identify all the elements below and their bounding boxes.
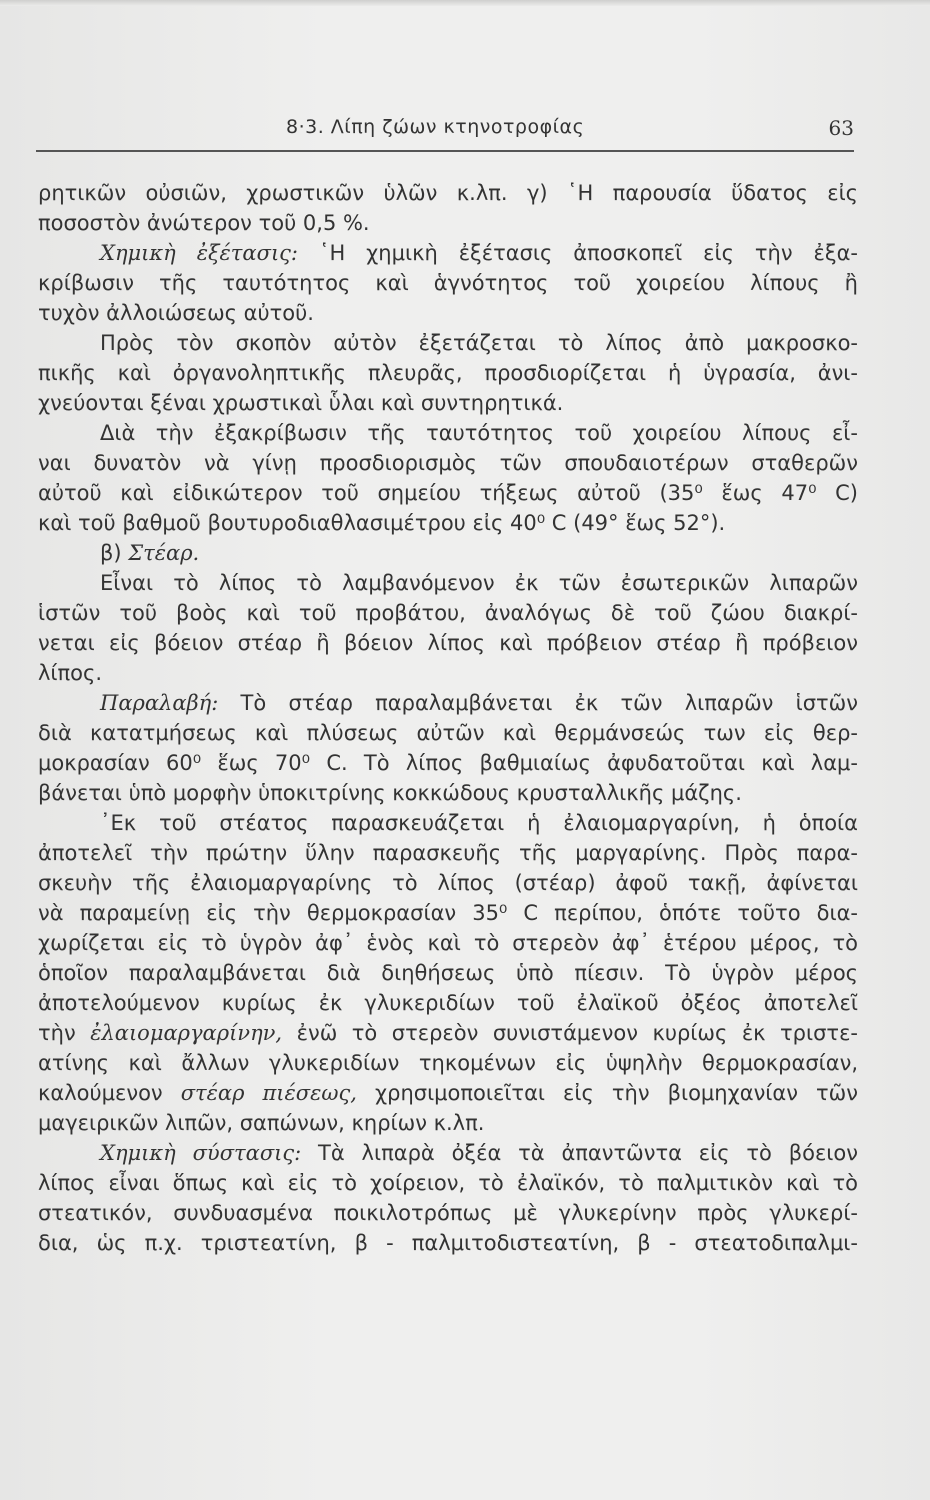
body-text [38,178,858,1258]
text-run: χωρίζεται εἰς τὸ ὑγρὸν ἀφ᾽ ἑνὸς καὶ τὸ στερεὸν ἀφ᾽ ἑτέρου μέρος, τὸ [38,931,858,955]
text-line [38,298,858,328]
text-run: Τὸ στέαρ παραλαμβάνεται ἐκ τῶν λιπαρῶν ἱστῶν [218,691,858,715]
text-line [38,598,858,628]
text-run: βάνεται ὑπὸ μορφὴν ὑποκιτρίνης κοκκώδους κρυσταλλικῆς μάζης. [38,781,742,805]
text-line [38,268,858,298]
text-line [38,238,858,268]
text-run: Πρὸς τὸν σκοπὸν αὐτὸν ἐξετάζεται τὸ λίπος ἀπὸ μακροσκο- [100,331,858,355]
running-header [36,116,854,150]
text-line [38,418,858,448]
text-line [38,958,858,988]
text-run: ὁποῖον παραλαμβάνεται διὰ διηθήσεως ὑπὸ πίεσιν. Τὸ ὑγρὸν μέρος [38,961,858,985]
italic-term: ἐλαιομαργαρίνην, [90,1021,283,1045]
italic-term: Στέαρ. [128,541,200,565]
text-run: καὶ τοῦ βαθμοῦ βουτυροδιαθλασιμέτρου εἰς 40⁰ C (49° ἕως 52°). [38,511,726,535]
text-line [38,1228,858,1258]
text-run: λίπος εἶναι ὅπως καὶ εἰς τὸ χοίρειον, τὸ ἐλαϊκόν, τὸ παλμιτικὸν καὶ τὸ [38,1171,858,1195]
text-run: διὰ κατατμήσεως καὶ πλύσεως αὐτῶν καὶ θερμάνσεώς των εἰς θερ- [38,721,858,745]
text-run: Διὰ τὴν ἐξακρίβωσιν τῆς ταυτότητος τοῦ χοιρείου λίπους εἶ- [100,421,858,445]
text-run: πικῆς καὶ ὀργανοληπτικῆς πλευρᾶς, προσδιορίζεται ἡ ὑγρασία, ἀνι- [38,361,858,385]
running-title: 8·3. Λίπη ζώων κτηνοτροφίας [286,116,585,138]
text-run: χνεύονται ξέναι χρωστικαὶ ὗλαι καὶ συντηρητικά. [38,391,564,415]
text-run: ῾Η χημικὴ ἐξέτασις ἀποσκοπεῖ εἰς τὴν ἐξα- [298,241,858,265]
text-line [38,388,858,418]
text-run: μαγειρικῶν λιπῶν, σαπώνων, κηρίων κ.λπ. [38,1111,485,1135]
text-line [38,508,858,538]
text-line [38,838,858,868]
text-line [38,658,858,688]
text-line [38,1048,858,1078]
text-run: αὐτοῦ καὶ εἰδικώτερον τοῦ σημείου τήξεως αὐτοῦ (35⁰ ἕως 47⁰ C) [38,481,858,505]
text-run: κρίβωσιν τῆς ταυτότητος καὶ ἁγνότητος τοῦ χοιρείου λίπους ἢ [38,271,858,295]
text-line [38,1168,858,1198]
text-line [38,778,858,808]
text-line [38,1198,858,1228]
text-line [38,448,858,478]
text-line [38,688,858,718]
header-rule [36,150,854,152]
text-run: καλούμενον [38,1081,181,1105]
text-run: ατίνης καὶ ἄλλων γλυκεριδίων τηκομένων εἰς ὑψηλὴν θερμοκρασίαν, [38,1051,858,1075]
text-run: σκευὴν τῆς ἐλαιομαργαρίνης τὸ λίπος (στέαρ) ἀφοῦ τακῇ, ἀφίνεται [38,871,858,895]
text-line [38,328,858,358]
text-run: στεατικόν, συνδυασμένα ποικιλοτρόπως μὲ γλυκερίνην πρὸς γλυκερί- [38,1201,858,1225]
text-line [38,808,858,838]
text-line [38,568,858,598]
text-line [38,898,858,928]
text-line [38,178,858,208]
text-run: νεται εἰς βόειον στέαρ ἢ βόειον λίπος καὶ πρόβειον στέαρ ἢ πρόβειον [38,631,858,655]
text-line [38,538,858,568]
text-line [38,868,858,898]
text-run: νὰ παραμείνῃ εἰς τὴν θερμοκρασίαν 35⁰ C περίπου, ὁπότε τοῦτο δια- [38,901,858,925]
text-run: ἀποτελεῖ τὴν πρώτην ὕλην παρασκευῆς τῆς μαργαρίνης. Πρὸς παρα- [38,841,858,865]
italic-term: στέαρ πιέσεως, [180,1081,357,1105]
italic-term: Χημικὴ ἐξέτασις: [100,241,299,265]
text-run: ναι δυνατὸν νὰ γίνῃ προσδιορισμὸς τῶν σπουδαιοτέρων σταθερῶν [38,451,858,475]
text-line [38,358,858,388]
text-run: Τὰ λιπαρὰ ὀξέα τὰ ἀπαντῶντα εἰς τὸ βόειον [301,1141,858,1165]
text-line [38,988,858,1018]
text-line [38,1108,858,1138]
text-run: χρησιμοποιεῖται εἰς τὴν βιομηχανίαν τῶν [356,1081,858,1105]
text-run: ᾽Εκ τοῦ στέατος παρασκευάζεται ἡ ἐλαιομαργαρίνη, ἡ ὁποία [100,811,858,835]
text-line [38,628,858,658]
text-run: ἀποτελούμενον κυρίως ἐκ γλυκεριδίων τοῦ ἐλαϊκοῦ ὀξέος ἀποτελεῖ [38,991,858,1015]
text-line [38,928,858,958]
text-run: τυχὸν ἀλλοιώσεως αὐτοῦ. [38,301,314,325]
text-line [38,208,858,238]
text-run: ἐνῶ τὸ στερεὸν συνιστάμενον κυρίως ἐκ τριστε- [282,1021,859,1045]
italic-term: Χημικὴ σύστασις: [100,1141,302,1165]
text-run: Εἶναι τὸ λίπος τὸ λαμβανόμενον ἐκ τῶν ἐσωτερικῶν λιπαρῶν [100,571,858,595]
text-run: ἱστῶν τοῦ βοὸς καὶ τοῦ προβάτου, ἀναλόγως δὲ τοῦ ζώου διακρί- [38,601,858,625]
text-line [38,718,858,748]
text-line [38,1018,858,1048]
italic-term: Παραλαβή: [100,691,219,715]
text-run: ποσοστὸν ἀνώτερον τοῦ 0,5 %. [38,211,370,235]
text-line [38,1138,858,1168]
page-top-edge [0,0,930,6]
text-run: δια, ὡς π.χ. τριστεατίνη, β - παλμιτοδιστεατίνη, β - στεατοδιπαλμι- [38,1231,858,1255]
text-run: τὴν [38,1021,91,1045]
page-number: 63 [828,116,854,140]
text-line [38,748,858,778]
text-line [38,478,858,508]
text-run: λίπος. [38,661,103,685]
text-run: β) [100,541,129,565]
text-run: μοκρασίαν 60⁰ ἕως 70⁰ C. Τὸ λίπος βαθμιαίως ἀφυδατοῦται καὶ λαμ- [38,751,858,775]
text-run: ρητικῶν οὐσιῶν, χρωστικῶν ὑλῶν κ.λπ. γ) ῾Η παρουσία ὕδατος εἰς [38,181,858,205]
text-line [38,1078,858,1108]
